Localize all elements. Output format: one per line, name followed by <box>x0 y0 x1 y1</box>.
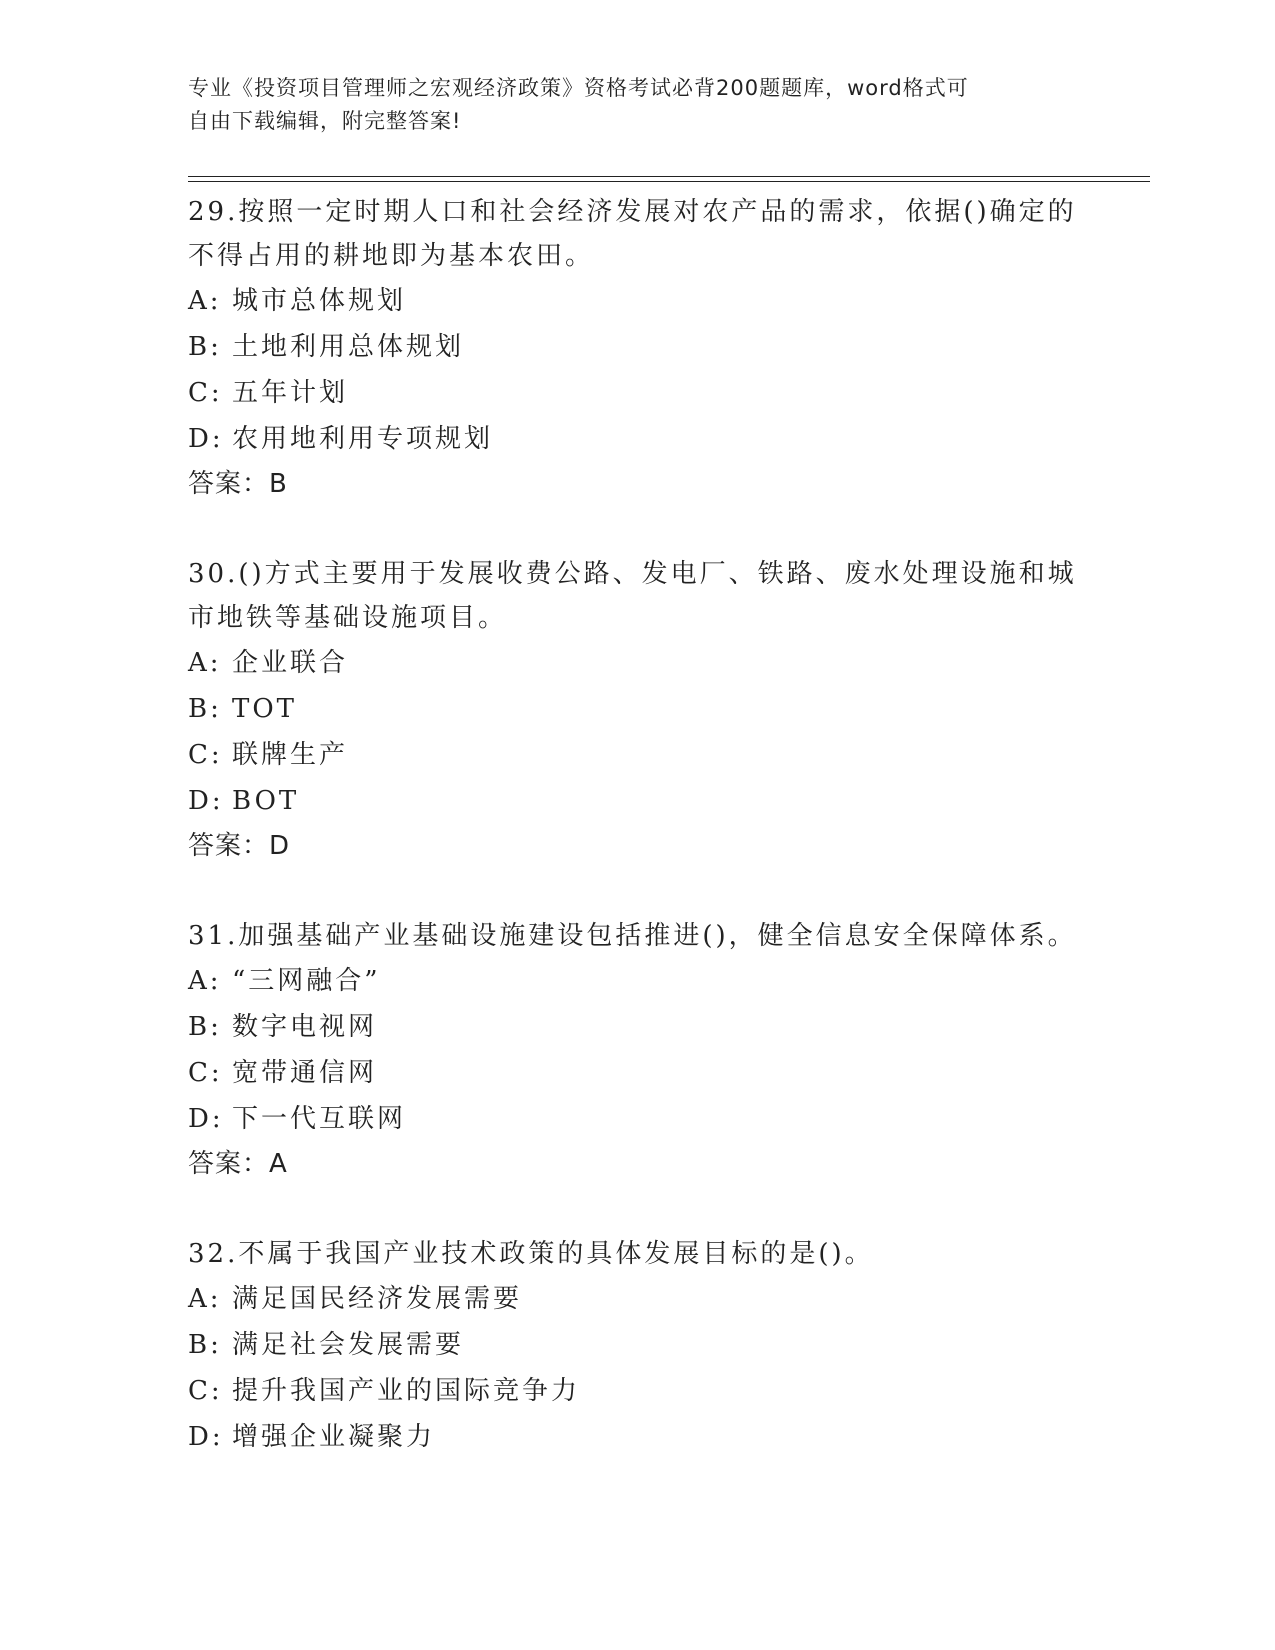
option-text: 农用地利用专项规划 <box>232 424 494 454</box>
option-a <box>188 278 1088 324</box>
option-text: 增强企业凝聚力 <box>232 1422 436 1452</box>
answer-label: 答案： <box>188 469 270 499</box>
answer-label: 答案： <box>188 831 270 861</box>
option-b <box>188 1004 1088 1050</box>
option-c <box>188 1050 1088 1096</box>
question-stem <box>188 190 1088 278</box>
option-letter: A: <box>188 648 222 678</box>
option-letter: B: <box>188 1330 222 1360</box>
option-a <box>188 640 1088 686</box>
header-divider-bottom <box>188 181 1150 182</box>
option-letter: A: <box>188 966 222 996</box>
answer-label: 答案： <box>188 1149 270 1179</box>
answer-value: B <box>269 469 288 499</box>
answer-value: D <box>269 831 291 861</box>
option-letter: D: <box>188 1422 224 1452</box>
option-letter: D: <box>188 1104 224 1134</box>
header-line-1: 专业《投资项目管理师之宏观经济政策》资格考试必背200题题库，word格式可 <box>188 76 969 100</box>
option-b <box>188 686 1088 732</box>
answer-line <box>188 462 1088 506</box>
option-text: 五年计划 <box>232 378 349 408</box>
option-text: 下一代互联网 <box>232 1104 407 1134</box>
option-c <box>188 1368 1088 1414</box>
option-d <box>188 1414 1088 1460</box>
option-text: TOT <box>232 694 297 724</box>
question-stem-line-1: 31.加强基础产业基础设施建设包括推进()，健全信息安全保障体系。 <box>188 921 1077 951</box>
question-stem <box>188 552 1088 640</box>
option-text: 城市总体规划 <box>232 286 407 316</box>
question-29 <box>188 190 1088 506</box>
question-30 <box>188 552 1088 868</box>
question-stem-line-1: 29.按照一定时期人口和社会经济发展对农产品的需求，依据()确定的 <box>188 197 1077 227</box>
option-c <box>188 732 1088 778</box>
question-list <box>188 190 1088 1460</box>
option-text: 宽带通信网 <box>232 1058 378 1088</box>
option-letter: B: <box>188 694 222 724</box>
option-text: “三网融合” <box>232 966 381 996</box>
option-letter: C: <box>188 378 223 408</box>
option-a <box>188 1276 1088 1322</box>
option-d <box>188 1096 1088 1142</box>
option-letter: C: <box>188 1058 223 1088</box>
option-text: 土地利用总体规划 <box>232 332 465 362</box>
option-letter: C: <box>188 1376 223 1406</box>
option-letter: D: <box>188 786 224 816</box>
option-letter: D: <box>188 424 224 454</box>
question-spacer <box>188 506 1088 552</box>
option-d <box>188 778 1088 824</box>
option-a <box>188 958 1088 1004</box>
option-letter: A: <box>188 1284 222 1314</box>
option-text: 满足国民经济发展需要 <box>232 1284 523 1314</box>
document-header <box>188 72 1088 138</box>
answer-line <box>188 824 1088 868</box>
option-d <box>188 416 1088 462</box>
question-spacer <box>188 1186 1088 1232</box>
question-stem-line-1: 30.()方式主要用于发展收费公路、发电厂、铁路、废水处理设施和城 <box>188 559 1077 589</box>
answer-line <box>188 1142 1088 1186</box>
option-letter: B: <box>188 1012 222 1042</box>
option-text: BOT <box>232 786 300 816</box>
option-letter: C: <box>188 740 223 770</box>
header-divider-top <box>188 176 1150 177</box>
option-text: 企业联合 <box>232 648 349 678</box>
question-31 <box>188 914 1088 1186</box>
option-b <box>188 1322 1088 1368</box>
option-text: 联牌生产 <box>232 740 349 770</box>
question-stem-line-2: 不得占用的耕地即为基本农田。 <box>188 241 595 271</box>
option-b <box>188 324 1088 370</box>
option-text: 提升我国产业的国际竞争力 <box>232 1376 581 1406</box>
answer-value: A <box>269 1149 288 1179</box>
option-c <box>188 370 1088 416</box>
option-text: 数字电视网 <box>232 1012 378 1042</box>
option-text: 满足社会发展需要 <box>232 1330 465 1360</box>
question-stem <box>188 914 1088 958</box>
option-letter: B: <box>188 332 222 362</box>
question-stem-line-1: 32.不属于我国产业技术政策的具体发展目标的是()。 <box>188 1239 874 1269</box>
question-stem <box>188 1232 1088 1276</box>
question-spacer <box>188 868 1088 914</box>
question-32 <box>188 1232 1088 1460</box>
option-letter: A: <box>188 286 222 316</box>
header-line-2: 自由下载编辑，附完整答案! <box>188 109 462 133</box>
question-stem-line-2: 市地铁等基础设施项目。 <box>188 603 508 633</box>
